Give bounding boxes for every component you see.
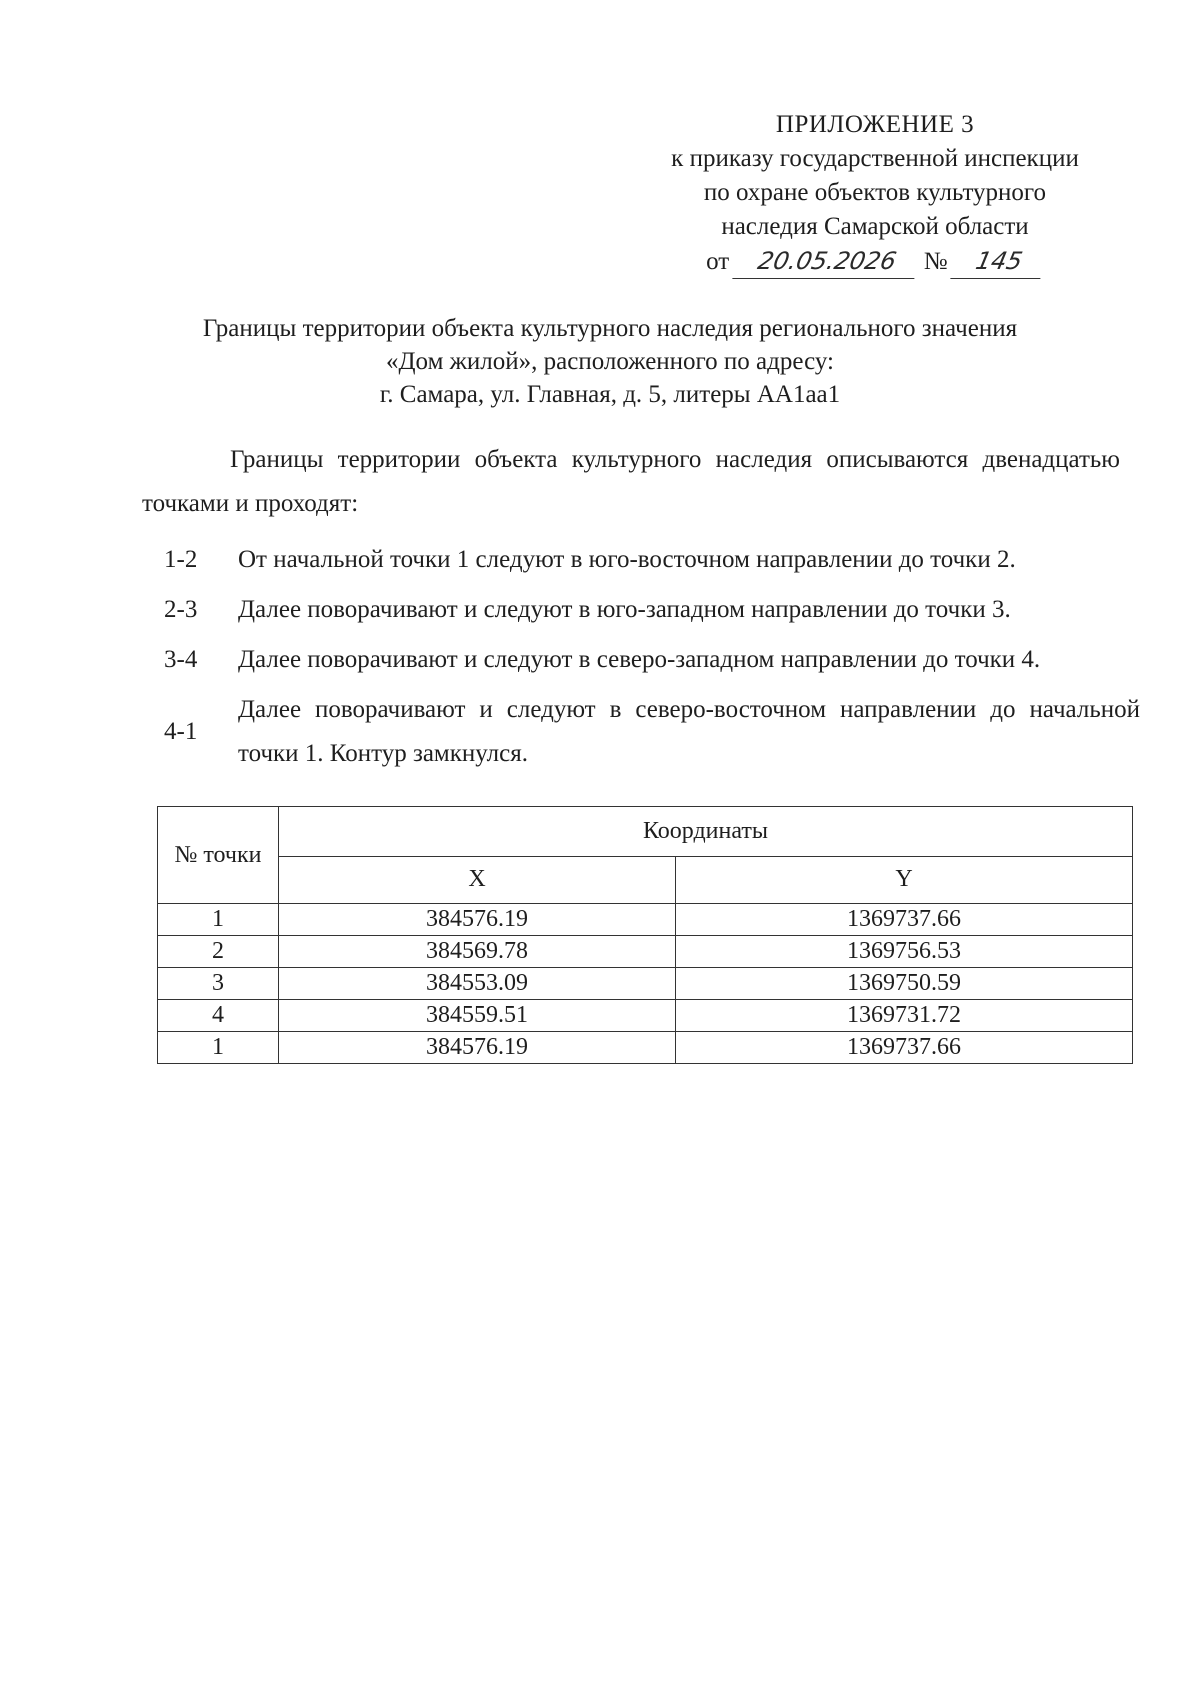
route-segment: 3-4 <box>164 646 198 673</box>
coordinates-group-header: Координаты <box>279 807 1133 857</box>
route-segment: 1-2 <box>164 546 198 573</box>
heading-line-1: Границы территории объекта культурного наследия регионального значения <box>202 315 1018 342</box>
point-number-cell: 3 <box>158 968 279 1000</box>
route-text: От начальной точки 1 следуют в юго-восточном направлении до точки 2. <box>238 546 1016 573</box>
handwritten-number: 145 <box>950 244 1047 279</box>
appendix-header <box>640 108 1110 279</box>
route-item <box>150 588 1140 632</box>
intro-paragraph: Границы территории объекта культурного наследия описываются двенадцатью точками и проходят: <box>142 446 1120 517</box>
x-coordinate-cell: 384559.51 <box>279 1000 676 1032</box>
y-coordinate-cell: 1369756.53 <box>676 936 1133 968</box>
heading-line-2: «Дом жилой», расположенного по адресу: <box>386 348 834 375</box>
heading-line-3: г. Самара, ул. Главная, д. 5, литеры АА1аа1 <box>379 381 841 408</box>
table-row <box>158 968 1133 1000</box>
x-coordinate-cell: 384576.19 <box>279 904 676 936</box>
appendix-line-3: наследия Самарской области <box>721 213 1029 240</box>
from-label: от <box>706 248 730 275</box>
y-column-header: Y <box>676 856 1133 904</box>
point-number-cell: 4 <box>158 1000 279 1032</box>
appendix-line-1: к приказу государственной инспекции <box>671 145 1079 172</box>
x-coordinate-cell: 384576.19 <box>279 1032 676 1064</box>
route-item <box>150 688 1140 776</box>
route-item <box>150 638 1140 682</box>
y-coordinate-cell: 1369750.59 <box>676 968 1133 1000</box>
y-coordinate-cell: 1369737.66 <box>676 1032 1133 1064</box>
route-item <box>150 538 1140 582</box>
table-row <box>158 1000 1133 1032</box>
route-description-list <box>150 538 1140 782</box>
x-coordinate-cell: 384553.09 <box>279 968 676 1000</box>
y-coordinate-cell: 1369737.66 <box>676 904 1133 936</box>
handwritten-date: 20.05.2026 <box>732 244 921 279</box>
number-label: № <box>923 248 948 275</box>
table-row <box>158 936 1133 968</box>
point-number-cell: 2 <box>158 936 279 968</box>
point-number-cell: 1 <box>158 904 279 936</box>
appendix-line-2: по охране объектов культурного <box>703 179 1047 206</box>
table-row <box>158 904 1133 936</box>
point-number-header: № точки <box>158 807 279 904</box>
route-segment: 4-1 <box>164 718 198 745</box>
appendix-title: ПРИЛОЖЕНИЕ 3 <box>775 111 975 138</box>
order-date-number-line <box>706 244 1044 279</box>
route-text: Далее поворачивают и следуют в северо-восточном направлении до начальной точки 1. Контур замкнулся. <box>238 696 1140 767</box>
table-row <box>158 1032 1133 1064</box>
coordinates-table <box>157 806 1133 1064</box>
x-column-header: X <box>279 856 676 904</box>
route-text: Далее поворачивают и следуют в северо-западном направлении до точки 4. <box>238 646 1041 673</box>
route-text: Далее поворачивают и следуют в юго-западном направлении до точки 3. <box>238 596 1011 623</box>
y-coordinate-cell: 1369731.72 <box>676 1000 1133 1032</box>
document-heading <box>100 312 1120 411</box>
x-coordinate-cell: 384569.78 <box>279 936 676 968</box>
point-number-cell: 1 <box>158 1032 279 1064</box>
route-segment: 2-3 <box>164 596 198 623</box>
